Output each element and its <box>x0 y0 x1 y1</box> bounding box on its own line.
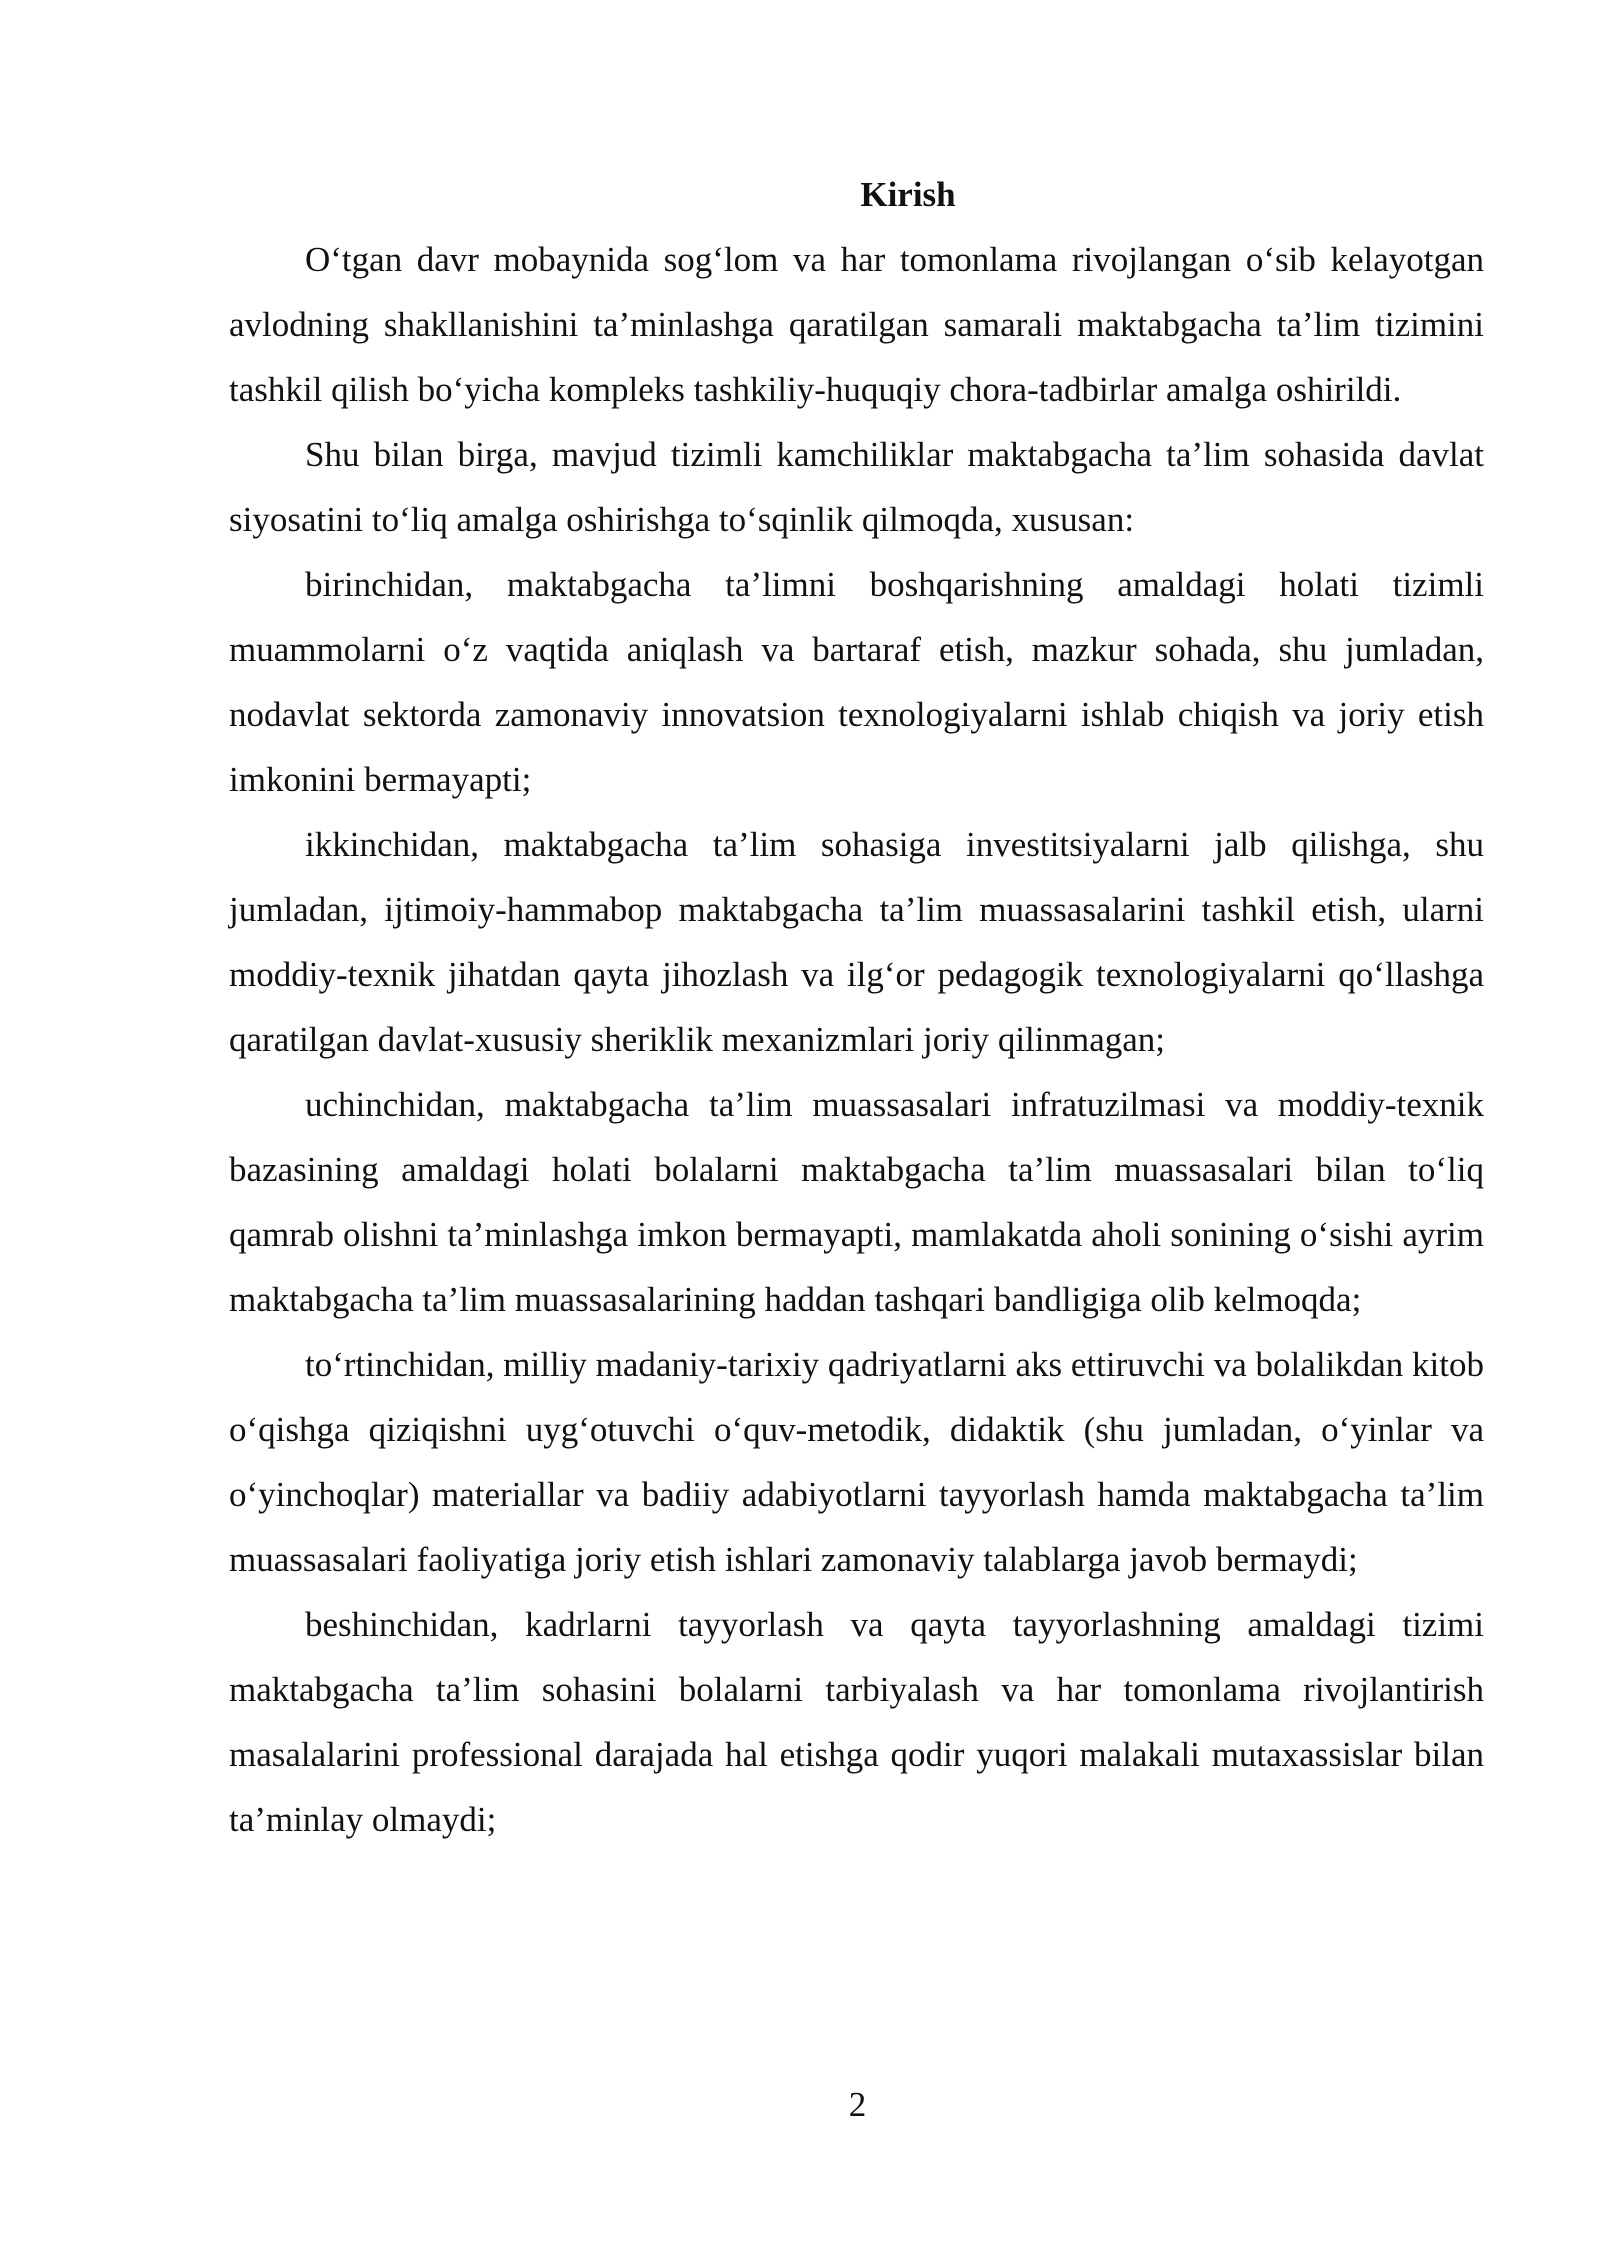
paragraph-third: uchinchidan, maktabgacha ta’lim muassasalari infratuzilmasi va moddiy-texnik bazasining amaldagi holati bolalarni maktabgacha ta’lim muassasalari bilan to‘liq qamrab olishni ta’minlashga imkon bermayapti, mamlakatda aholi sonining o‘sishi ayrim maktabgacha ta’lim muassasalarining haddan tashqari bandligiga olib kelmoqda; <box>229 1085 1484 1319</box>
paragraph-intro: O‘tgan davr mobaynida sog‘lom va har tomonlama rivojlangan o‘sib kelayotgan avlodning shakllanishini ta’minlashga qaratilgan samarali maktabgacha ta’lim tizimini tashkil qilish bo‘yicha kompleks tashkiliy-huquqiy chora-tadbirlar amalga oshirildi. <box>229 240 1484 409</box>
page-content <box>229 162 1484 1852</box>
paragraph-first: birinchidan, maktabgacha ta’limni boshqarishning amaldagi holati tizimli muammolarni o‘z vaqtida aniqlash va bartaraf etish, mazkur sohada, shu jumladan, nodavlat sektorda zamonaviy innovatsion texnologiyalarni ishlab chiqish va joriy etish imkonini bermayapti; <box>229 565 1484 799</box>
paragraph-fourth: to‘rtinchidan, milliy madaniy-tarixiy qadriyatlarni aks ettiruvchi va bolalikdan kitob o‘qishga qiziqishni uyg‘otuvchi o‘quv-metodik, didaktik (shu jumladan, o‘yinlar va o‘yinchoqlar) materiallar va badiiy adabiyotlarni tayyorlash hamda maktabgacha ta’lim muassasalari faoliyatiga joriy etish ishlari zamonaviy talablarga javob bermaydi; <box>229 1345 1484 1579</box>
paragraph-shortcomings: Shu bilan birga, mavjud tizimli kamchiliklar maktabgacha ta’lim sohasida davlat siyosatini to‘liq amalga oshirishga to‘sqinlik qilmoqda, xususan: <box>229 435 1484 539</box>
paragraph-second: ikkinchidan, maktabgacha ta’lim sohasiga investitsiyalarni jalb qilishga, shu jumladan, ijtimoiy-hammabop maktabgacha ta’lim muassasalarini tashkil etish, ularni moddiy-texnik jihatdan qayta jihozlash va ilg‘or pedagogik texnologiyalarni qo‘llashga qaratilgan davlat-xususiy sheriklik mexanizmlari joriy qilinmagan; <box>229 825 1484 1059</box>
page-title: Kirish <box>860 175 956 214</box>
paragraph-fifth: beshinchidan, kadrlarni tayyorlash va qayta tayyorlashning amaldagi tizimi maktabgacha ta’lim sohasini bolalarni tarbiyalash va har tomonlama rivojlantirish masalalarini professional darajada hal etishga qodir yuqori malakali mutaxassislar bilan ta’minlay olmaydi; <box>229 1605 1484 1839</box>
page-number: 2 <box>848 2085 867 2124</box>
